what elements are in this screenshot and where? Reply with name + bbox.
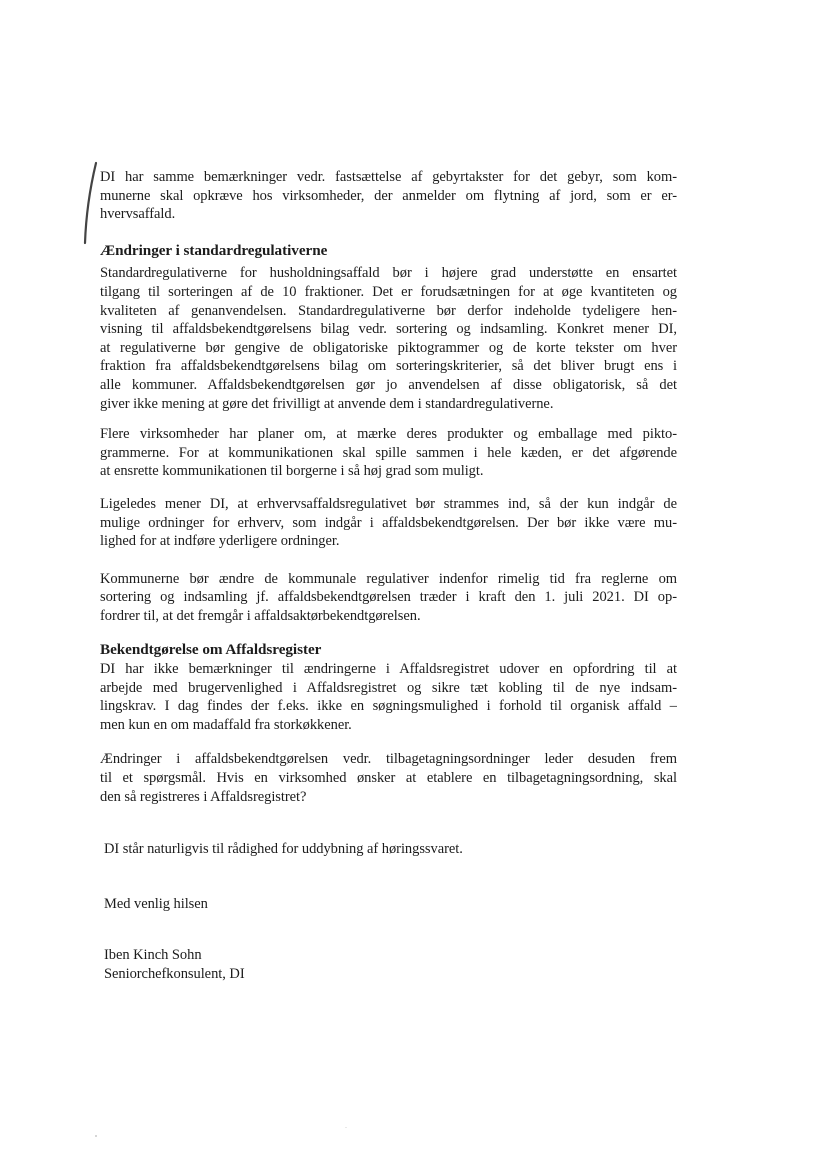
letter-body: [100, 0, 677, 984]
text-line: alle kommuner. Affaldsbekendtgørelsen gør jo anvendelsen af disse obligatorisk, så det: [100, 376, 677, 393]
paragraph: [100, 660, 677, 734]
text-line: men kun en om madaffald fra storkøkkener.: [100, 716, 352, 733]
text-line: munerne skal opkræve hos virksomheder, der anmelder om flytning af jord, som er er-: [100, 187, 677, 204]
text-line: grammerne. For at kommunikationen skal spille sammen i hele kæden, er det afgørende: [100, 444, 677, 461]
paragraph: [100, 570, 677, 626]
section-heading: Ændringer i standardregulativerne: [100, 241, 328, 259]
text-line: Iben Kinch Sohn: [104, 947, 202, 964]
text-line: Ændringer i affaldsbekendtgørelsen vedr. tilbagetagningsordninger leder desuden frem: [100, 751, 677, 768]
paragraph: [100, 495, 677, 551]
text-line: kvaliteten af genanvendelsen. Standardregulativerne bør derfor indeholde tydeligere hen-: [100, 302, 677, 319]
text-line: lighed for at indføre yderligere ordninger.: [100, 533, 340, 550]
paragraph: [100, 425, 677, 481]
text-line: at ensrette kommunikationen til borgerne i så høj grad som muligt.: [100, 463, 484, 480]
paragraph: [100, 168, 677, 224]
text-line: DI står naturligvis til rådighed for uddybning af høringssvaret.: [104, 841, 463, 858]
text-line: hvervsaffald.: [100, 206, 176, 223]
text-line: Ligeledes mener DI, at erhvervsaffaldsregulativet bør strammes ind, så der kun indgår de: [100, 495, 677, 512]
scan-speck: [95, 1135, 97, 1137]
section-heading: Bekendtgørelse om Affaldsregister: [100, 641, 322, 659]
text-line: giver ikke mening at gøre det frivilligt at anvende dem i standardregulativerne.: [100, 395, 554, 412]
text-line: tilgang til sorteringen af de 10 fraktioner. Det er forudsætningen for at øge kvantiteten og: [100, 283, 677, 300]
text-line: fordrer til, at det fremgår i affaldsaktørbekendtgørelsen.: [100, 607, 421, 624]
paragraph: [100, 264, 677, 413]
text-line: sortering og indsamling jf. affaldsbekendtgørelsen træder i kraft den 1. juli 2021. DI op-: [100, 589, 677, 606]
text-line: arbejde med brugervenlighed i Affaldsregistret og sikre tæt kobling til de nye indsam-: [100, 679, 677, 696]
text-line: den så registreres i Affaldsregistret?: [100, 788, 307, 805]
scan-speck: [345, 1127, 347, 1128]
text-line: DI har ikke bemærkninger til ændringerne i Affaldsregistret udover en opfordring til at: [100, 661, 677, 678]
text-line: Kommunerne bør ændre de kommunale regulativer indenfor rimelig tid fra reglerne om: [100, 570, 677, 587]
text-line: fraktion fra affaldsbekendtgørelsens bilag om sorteringskriterier, så det bliver brugt ens i: [100, 358, 677, 375]
text-line: til et spørgsmål. Hvis en virksomhed ønsker at etablere en tilbagetagningsordning, skal: [100, 770, 677, 787]
text-line: Med venlig hilsen: [104, 895, 208, 912]
text-line: visning til affaldsbekendtgørelsens bilag vedr. sortering og indsamling. Konkret mener DI,: [100, 321, 677, 338]
text-line: Standardregulativerne for husholdningsaffald bør i højere grad understøtte en ensartet: [100, 265, 677, 282]
paragraph: [100, 840, 677, 859]
text-line: at regulativerne bør gengive de obligatoriske piktogrammer og de korte tekster om hver: [100, 339, 677, 356]
text-line: lingskrav. I dag findes der f.eks. ikke en søgningsmulighed i forhold til organisk affald –: [100, 698, 677, 715]
text-line: mulige ordninger for erhverv, som indgår i affaldsbekendtgørelsen. Der bør ikke være mu-: [100, 514, 677, 531]
paragraph: [100, 895, 677, 914]
text-line: Flere virksomheder har planer om, at mærke deres produkter og emballage med pikto-: [100, 426, 677, 443]
text-line: Seniorchefkonsulent, DI: [104, 966, 245, 982]
paragraph: [100, 946, 677, 983]
paragraph: [100, 750, 677, 806]
text-line: DI har samme bemærkninger vedr. fastsættelse af gebyrtakster for det gebyr, som kom-: [100, 169, 677, 185]
